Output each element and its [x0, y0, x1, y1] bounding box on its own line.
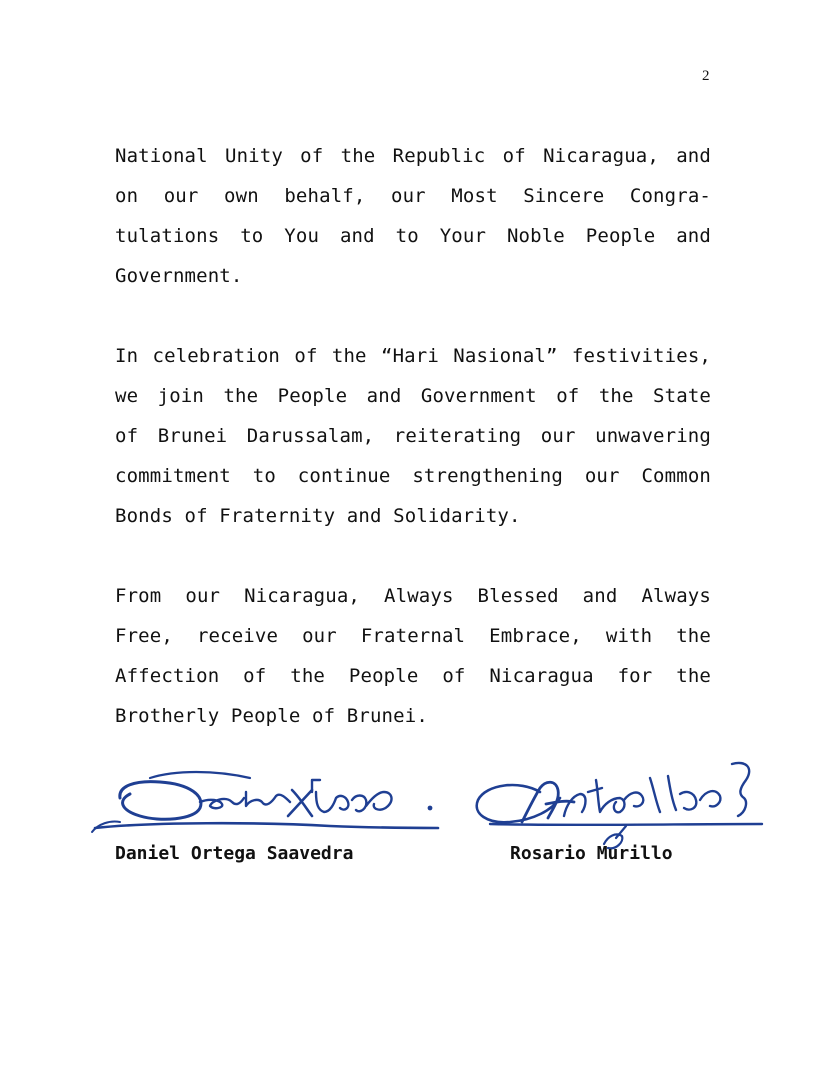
paragraph-2	[115, 336, 711, 536]
text-line: From our Nicaragua, Always Blessed and Always	[115, 585, 711, 607]
text-line: Brotherly People of Brunei.	[115, 705, 428, 727]
letter-body	[115, 136, 711, 776]
text-line: Free, receive our Fraternal Embrace, with the	[115, 625, 711, 647]
signer-name-rosario-murillo: Rosario Murillo	[510, 843, 673, 864]
signer-name-daniel-ortega: Daniel Ortega Saavedra	[115, 843, 354, 864]
signature-block	[0, 740, 825, 880]
paragraph-1	[115, 136, 711, 296]
page-number: 2	[702, 68, 710, 84]
signature-2-handwritten	[477, 763, 762, 848]
text-line: of Brunei Darussalam, reiterating our unwavering	[115, 425, 711, 447]
text-line: we join the People and Government of the State	[115, 385, 711, 407]
text-line: commitment to continue strengthening our Common	[115, 465, 711, 487]
text-line: In celebration of the “Hari Nasional” festivities,	[115, 345, 711, 367]
text-line: Government.	[115, 265, 243, 287]
text-line: on our own behalf, our Most Sincere Congra-	[115, 185, 711, 207]
text-line: National Unity of the Republic of Nicaragua, and	[115, 145, 711, 167]
signature-1-handwritten	[92, 772, 438, 832]
text-line: Affection of the People of Nicaragua for the	[115, 665, 711, 687]
text-line: tulations to You and to Your Noble People and	[115, 225, 711, 247]
text-line: Bonds of Fraternity and Solidarity.	[115, 505, 521, 527]
paragraph-3	[115, 576, 711, 736]
